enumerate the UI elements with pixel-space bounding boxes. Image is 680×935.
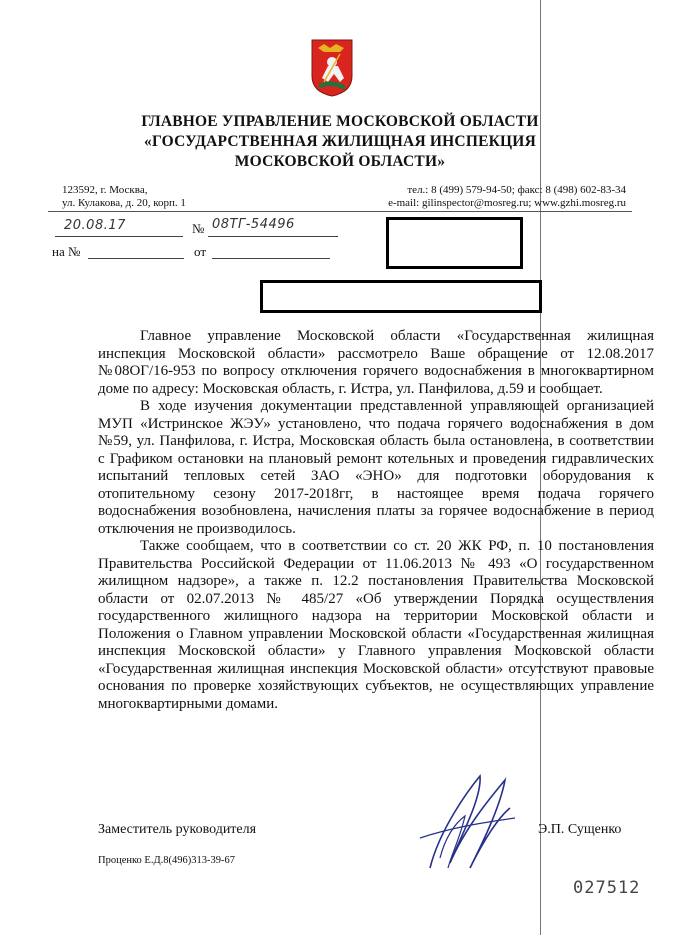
paragraph: Также сообщаем, что в соответствии со ст. 20 ЖК РФ, п. 10 постановления Правительства Российской Федерации от 11.06.2013 № 493 «О государственном жилищном надзоре», а также п. 12.2 постановления Правительства Московской области от 02.07.2013 № 485/27 «Об утверждении Порядка осуществления государственного жилищного надзора на территории Московской области и Положения о Главном управлении Московской области «Государственная жилищная инспекция Московской области» у Главного управления Московской области «Государственная жилищная инспекция Московской области» отсутствуют правовые основания по проверке хозяйствующих субъектов, не осуществляющих управление многоквартирными домами.	[98, 538, 654, 712]
coat-of-arms-emblem	[310, 38, 354, 98]
contact-info	[344, 184, 626, 210]
redacted-address-block	[260, 280, 542, 313]
stamp-number: 027512	[573, 878, 641, 898]
email-web-line: e-mail: gilinspector@mosreg.ru; www.gzhi.mosreg.ru	[388, 197, 626, 209]
org-line: МОСКОВСКОЙ ОБЛАСТИ»	[234, 153, 446, 170]
reference-date-underline	[212, 258, 330, 259]
reference-number-underline	[88, 258, 184, 259]
outgoing-number-handwritten: 08ТГ-54496	[212, 217, 295, 232]
paragraph: Главное управление Московской области «Государственная жилищная инспекция Московской области» рассмотрело Ваше обращение от 12.08.2017 №08ОГ/16-953 по вопросу отключения горячего водоснабжения в многоквартирном доме по адресу: Московская область, г. Истра, ул. Панфилова, д.59 и сообщает.	[98, 328, 654, 397]
handwritten-signature	[410, 768, 520, 878]
phone-fax-line: тел.: 8 (499) 579-94-50; факс: 8 (498) 602-83-34	[407, 184, 626, 196]
redacted-recipient-block	[386, 217, 523, 269]
postal-address	[62, 184, 186, 210]
date-underline	[55, 236, 183, 237]
executor-contact: Проценко Е.Д.8(496)313-39-67	[98, 855, 235, 866]
letter-body	[98, 328, 654, 713]
address-line: 123592, г. Москва,	[62, 184, 148, 196]
paragraph: В ходе изучения документации представленной управляющей организацией МУП «Истринское ЖЭУ» установлено, что подача горячего водоснабжения в дом №59, ул. Панфилова, г. Истра, Московская область была остановлена, в соответствии с Графиком остановки на плановый ремонт котельных и проведения гидравлических испытаний тепловых сетей ЗАО «ЭНО» для подготовки оборудования к отопительному сезону 2017-2018гг, в настоящее время подача горячего водоснабжения возобновлена, начисления платы за горячее водоснабжение в период отключения не производилось.	[98, 398, 654, 537]
reference-date-label: от	[194, 244, 207, 259]
reference-number-label: на №	[52, 244, 81, 259]
header-divider	[48, 211, 632, 212]
number-underline	[208, 236, 338, 237]
address-line: ул. Кулакова, д. 20, корп. 1	[62, 197, 186, 209]
signatory-position: Заместитель руководителя	[98, 822, 257, 837]
outgoing-date-handwritten: 20.08.17	[64, 218, 126, 233]
org-line: ГЛАВНОЕ УПРАВЛЕНИЕ МОСКОВСКОЙ ОБЛАСТИ	[141, 113, 539, 130]
number-label: №	[192, 221, 205, 236]
org-line: «ГОСУДАРСТВЕННАЯ ЖИЛИЩНАЯ ИНСПЕКЦИЯ	[144, 133, 536, 150]
signatory-name: Э.П. Сущенко	[538, 822, 622, 837]
organization-title	[80, 112, 600, 172]
